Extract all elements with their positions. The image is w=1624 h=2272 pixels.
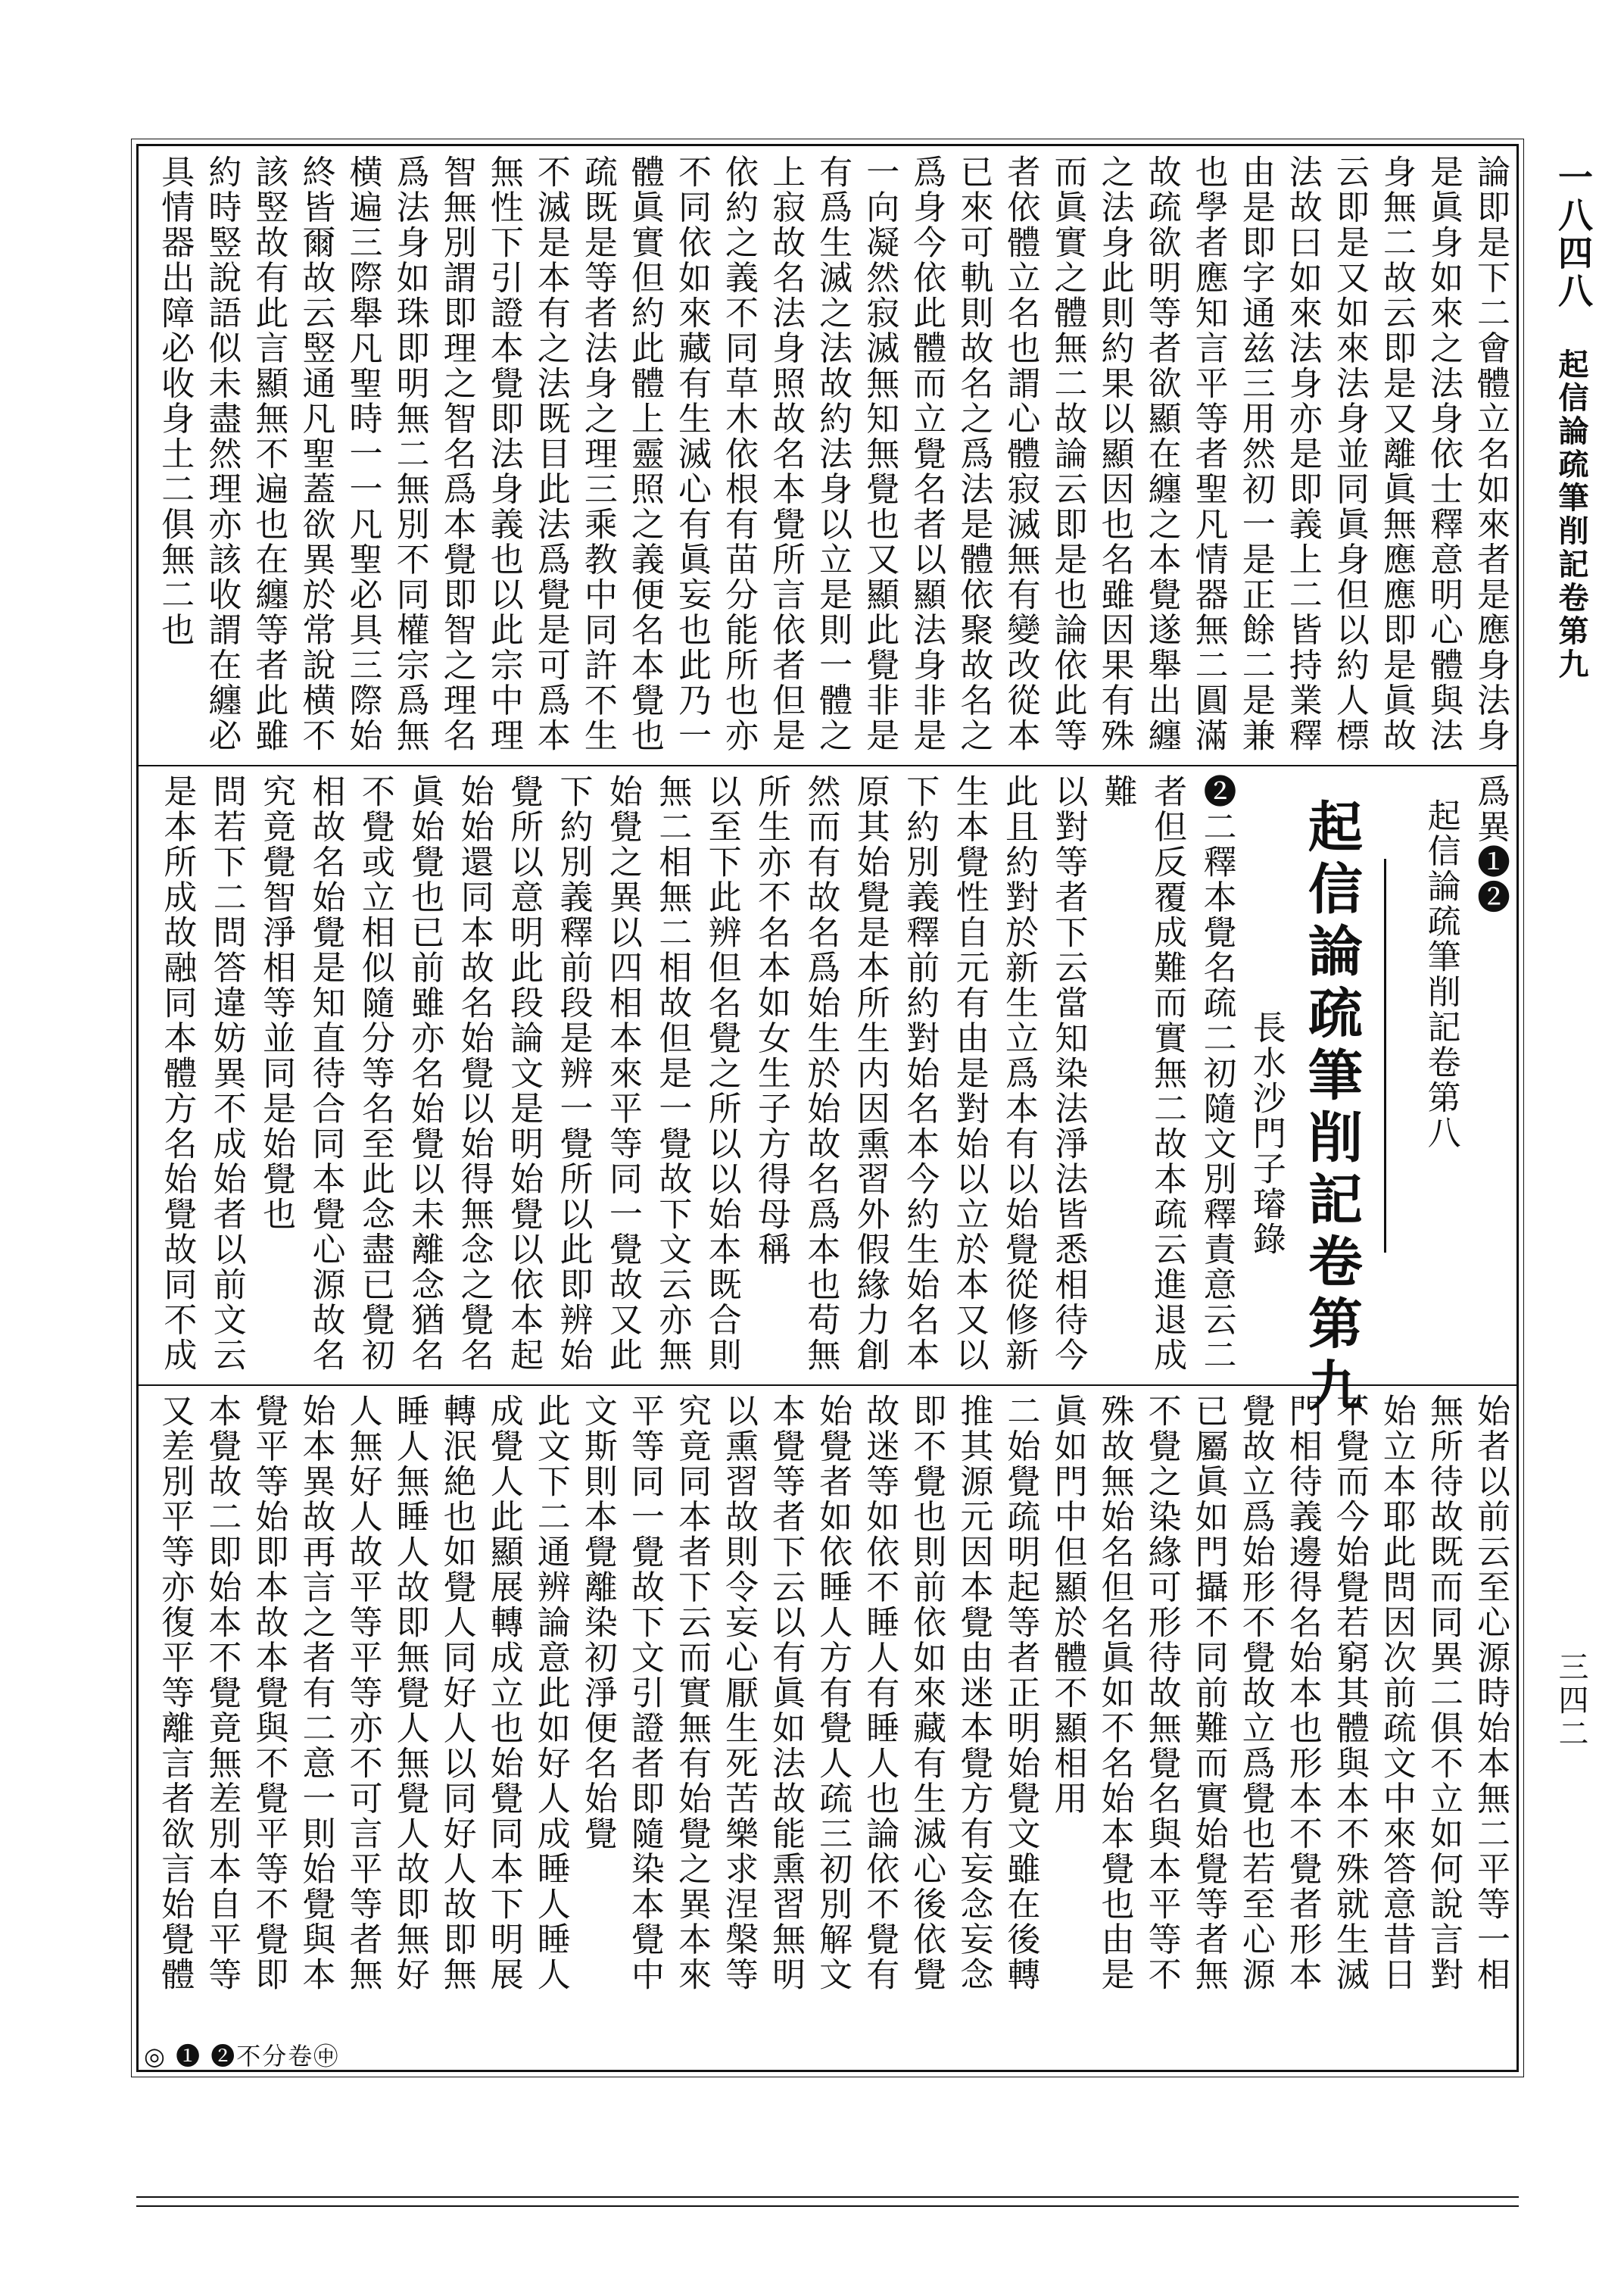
bottom-text-column: 始覺者如依睡人方有覺人疏三初別解文 [813,1393,853,1993]
bottom-text-column: 平等同一覺故下文引證者即隨染本覺中 [625,1393,664,1993]
bottom-text-column: 始本異故再言之者有二意一則始覺與本 [296,1393,335,1993]
top-text-column: 之法身此則約果以顯因也名雖因果有殊 [1095,154,1134,754]
middle-text-column: 然而有故名爲始生於始故名爲本也苟無 [801,774,840,1373]
bottom-band [144,1387,1510,2008]
top-text-column: 法故曰如來法身亦是即義上二皆持業釋 [1283,154,1322,754]
top-text-column: 由是即字通兹三用然初一是正餘二是兼 [1236,154,1275,754]
bottom-text-column: 推其源元因本覺由迷本覺方有妄念妄念 [954,1393,993,1993]
middle-text-column: 覺所以意明此段論文是明始覺以依本起 [504,774,544,1373]
bottom-rule-1 [136,2196,1519,2198]
top-text-column: 不同依如來藏有生滅心有眞妄也此乃一 [672,154,711,754]
top-text-column: 有爲生滅之法故約法身以立是則一體之 [813,154,853,754]
previous-fascicle-tail: 爲異❶❷ [1471,774,1510,915]
top-text-column: 云即是又如來法身並同眞身但以約人標 [1329,154,1369,754]
top-text-column: 是眞身如來之法身依士釋意明心體與法 [1423,154,1463,754]
top-text-column: 爲身今依此體而立覺名者以顯法身非是 [907,154,946,754]
middle-text-column: 以至下此辨但名覺之所以以始本既合則 [702,774,741,1373]
middle-text-column: ❷二釋本覺名疏二初隨文別釋責意云二 [1197,774,1236,1373]
bottom-text-column: 不覺而今始覺若窮其體與本不殊就生滅 [1329,1393,1369,1993]
bottom-text-column: 究竟同本者下云而實無有始覺之異本來 [672,1393,711,1993]
bottom-text-column: 轉泯絶也如覺人同好人以同好人故即無 [437,1393,476,1993]
bottom-text-column: 門相待義邊得名始本也形本不覺者形本 [1283,1393,1322,1993]
top-text-column: 上寂故名法身照故名本覺所言依者但是 [766,154,806,754]
bottom-text-column: 即不覺也則前依如來藏有生滅心後依覺 [907,1393,946,1993]
middle-text-column: 不覺或立相似隨分等名至此念盡已覺初 [355,774,394,1373]
bottom-text-column: 二始覺疏明起等者正明始覺文雖在後轉 [1001,1393,1040,1993]
top-text-column: 也學者應知言平等者聖凡情器無二圓滿 [1189,154,1228,754]
middle-text-column: 究竟覺智淨相等並同是始覺也 [257,774,296,1232]
bottom-text-column: 不覺之染緣可形待故無覺名與本平等不 [1142,1393,1181,1993]
top-text-column: 横遍三際舉凡聖時一一凡聖必具三際始 [343,154,382,754]
middle-text-column: 眞始覺也已前雖亦名始覺以未離念猶名 [405,774,444,1373]
middle-text-column: 以對等者下云當知染法淨法皆悉相待今 [1049,774,1088,1373]
separator-column [1358,768,1407,1381]
bottom-text-column: 本覺故二即始本不覺竟無差別本自平等 [202,1393,242,1993]
running-title: 起信論疏筆削記卷第九 [1554,348,1589,682]
author-line: 長水沙門子璿錄 [1246,1010,1286,1257]
folio-number: 三四二 [1554,1651,1588,1751]
middle-text-column: 相故名始覺是知直待合同本覺心源故名 [306,774,345,1373]
top-text-column: 該竪故有此言顯無不遍也在纏等者此雖 [249,154,288,754]
bottom-text-column: 又差別平等亦復平等離言者欲言始覺體 [155,1393,195,1993]
bottom-text-column: 始者以前云至心源時始本無二平等一相 [1471,1393,1510,1993]
top-text-column: 無性下引證本覺即法身義也以此宗中理 [484,154,523,754]
separator-rule [1384,859,1386,1253]
bottom-text-column: 以熏習故則令妄心厭生死苦樂求涅槃等 [719,1393,758,1993]
middle-text-column: 下約別義釋前段是辨一覺所以此即辨始 [553,774,593,1373]
top-text-column: 論即是下二會體立名如來者是應身法身 [1471,154,1510,754]
page-number: 一八四八 [1553,159,1594,311]
bottom-text-column: 文斯則本覺離染初淨便名始覺 [578,1393,617,1852]
bottom-text-column: 無所待故既而同異二俱不立如何說言對 [1423,1393,1463,1993]
top-band [144,148,1510,762]
middle-text-column: 難 [1098,774,1137,810]
bottom-text-column: 睡人無睡人故即無覺人無覺人故即無好 [390,1393,429,1993]
bottom-text-column: 殊故無始名但名眞如不名始本覺也由是 [1095,1393,1134,1993]
bottom-text-column: 眞如門中但顯於體不顯相用 [1048,1393,1087,1816]
bottom-text-column: 人無好人故平等平等亦不可言平等者無 [343,1393,382,1993]
bottom-rule-2 [136,2205,1519,2207]
bottom-text-column: 覺平等始即本故本覺與不覺平等不覺即 [249,1393,288,1993]
top-text-column: 不滅是本有之法既目此法爲覺是可爲本 [531,154,570,754]
middle-text-column: 所生亦不名本如女生子方得母稱 [752,774,791,1267]
bottom-text-column: 始立本耶此問因次前疏文中來答意昔日 [1376,1393,1416,1993]
top-text-column: 爲法身如珠即明無二無別不同權宗爲無 [390,154,429,754]
middle-text-column: 始始還同本故名始覺以始得無念之覺名 [454,774,494,1373]
top-text-column: 一向凝然寂滅無知無覺也又顯此覺非是 [860,154,899,754]
bottom-text-column: 覺故立爲始形不覺故立爲覺也若至心源 [1236,1393,1275,1993]
footnote-line: ◎ ❶ ❷不分卷㊥ [144,2042,340,2071]
middle-text-column: 生本覺性自元有由是對始以立於本又以 [949,774,989,1373]
middle-text-column: 原其始覺是本所生内因熏習外假緣力創 [850,774,890,1373]
top-text-column: 依約之義不同草木依根有苗分能所也亦 [719,154,758,754]
middle-text-column: 始覺之異以四相本來平等同一覺故又此 [603,774,642,1373]
bottom-text-column: 成覺人此顯展轉成立也始覺同本下明展 [484,1393,523,1993]
middle-text-column: 者但反覆成難而實無二故本疏云進退成 [1148,774,1187,1373]
middle-text-column: 下約別義釋前約對始名本今約生始名本 [900,774,940,1373]
middle-band [144,768,1510,1419]
top-text-column: 約時竪說語似未盡然理亦該收謂在纏必 [202,154,242,754]
top-text-column: 而眞實之體無二故論云即是也論依此等 [1048,154,1087,754]
top-text-column: 故疏欲明等者欲顯在纏之本覺遂舉出纏 [1142,154,1181,754]
bottom-text-column: 已屬眞如門攝不同前難而實始覺等者無 [1189,1393,1228,1993]
fascicle-title: 起信論疏筆削記卷第九 [1298,798,1364,1419]
middle-text-column: 無二相無二相故但是一覺故下文云亦無 [653,774,692,1373]
top-text-column: 者依體立名也謂心體寂滅無有變改從本 [1001,154,1040,754]
top-text-column: 體眞實但約此體上靈照之義便名本覺也 [625,154,664,754]
bottom-text-column: 故迷等如依不睡人有睡人也論依不覺有 [860,1393,899,1993]
band-divider-1 [136,765,1519,766]
top-text-column: 智無別謂即理之智名爲本覺即智之理名 [437,154,476,754]
top-text-column: 疏既是等者法身之理三乘教中同許不生 [578,154,617,754]
middle-text-column: 問若下二問答違妨異不成始者以前文云 [207,774,246,1373]
middle-text-column: 是本所成故融同本體方名始覺故同不成 [157,774,197,1373]
previous-fascicle-title: 起信論疏筆削記卷第八 [1421,798,1460,1150]
middle-text-column: 此且約對於新生立爲本有以始覺從修新 [999,774,1038,1373]
top-text-column: 具情器出障必收身土二俱無二也 [155,154,195,648]
bottom-text-column: 此文下二通辨論意此如好人成睡人睡人 [531,1393,570,1993]
top-text-column: 已來可軌則故名之爲法是體依聚故名之 [954,154,993,754]
bottom-text-column: 本覺等者下云以有眞如法故能熏習無明 [766,1393,806,1993]
top-text-column: 終皆爾故云竪通凡聖蓋欲異於常說横不 [296,154,335,754]
top-text-column: 身無二故云即是又離眞無應應即是眞故 [1376,154,1416,754]
